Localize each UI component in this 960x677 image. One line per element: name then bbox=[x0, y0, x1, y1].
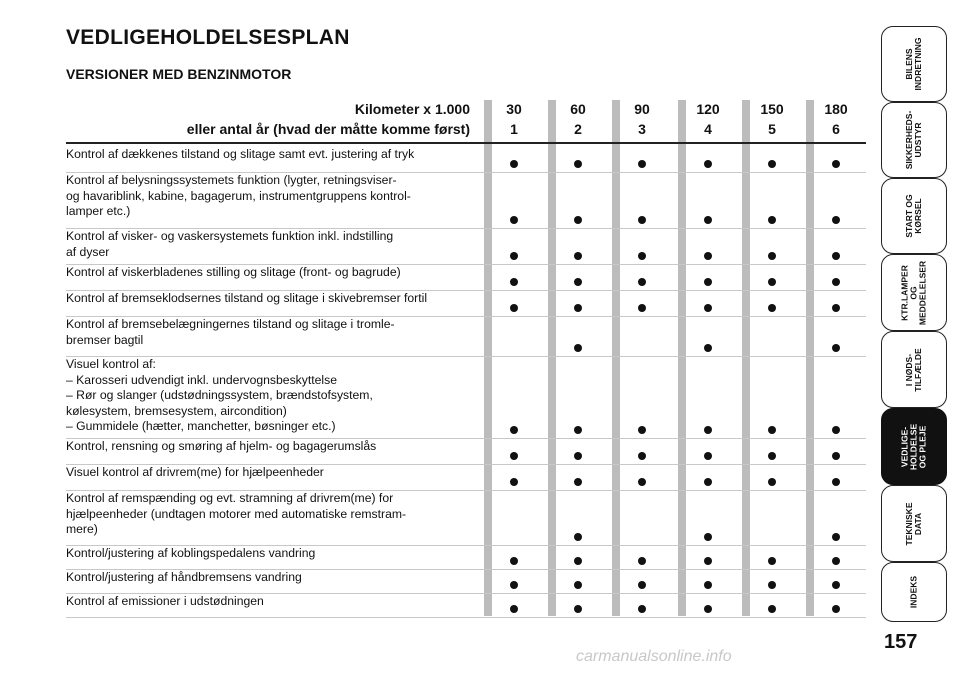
service-dot bbox=[510, 216, 518, 224]
chapter-tab-label: SIKKERHEDS- UDSTYR bbox=[904, 110, 923, 170]
service-dot bbox=[768, 252, 776, 260]
service-dot bbox=[574, 605, 582, 613]
service-dot bbox=[704, 557, 712, 565]
service-dot bbox=[638, 160, 646, 168]
service-dot bbox=[638, 557, 646, 565]
row-description: Kontrol af belysningssystemets funktion (lygter, retningsviser- og havariblink, kabine, bagagerum, instrumentgruppens kontrol- lamper etc.) bbox=[66, 173, 411, 218]
page-subtitle: VERSIONER MED BENZINMOTOR bbox=[66, 66, 292, 82]
table-row bbox=[66, 317, 866, 357]
year-interval: 1 bbox=[510, 121, 518, 137]
service-dot bbox=[704, 344, 712, 352]
service-dot bbox=[510, 252, 518, 260]
row-description: Kontrol/justering af håndbremsens vandring bbox=[66, 570, 302, 584]
years-header-label: eller antal år (hvad der måtte komme først) bbox=[186, 121, 470, 137]
row-description: Kontrol/justering af koblingspedalens vandring bbox=[66, 546, 316, 560]
chapter-tab[interactable] bbox=[881, 102, 947, 178]
chapter-tab[interactable] bbox=[881, 485, 947, 562]
table-row bbox=[66, 291, 866, 317]
service-dot bbox=[704, 426, 712, 434]
service-dot bbox=[768, 557, 776, 565]
km-interval: 60 bbox=[570, 101, 586, 117]
chapter-tab-label: START OG KØRSEL bbox=[904, 194, 923, 238]
service-dot bbox=[510, 426, 518, 434]
chapter-tab-label: BILENS INDRETNING bbox=[904, 37, 923, 91]
service-dot bbox=[768, 581, 776, 589]
service-dot bbox=[510, 278, 518, 286]
service-dot bbox=[832, 452, 840, 460]
service-dot bbox=[574, 278, 582, 286]
chapter-tab[interactable] bbox=[881, 178, 947, 254]
service-dot bbox=[510, 557, 518, 565]
service-dot bbox=[704, 304, 712, 312]
table-row bbox=[66, 265, 866, 291]
km-interval: 30 bbox=[506, 101, 522, 117]
table-row bbox=[66, 173, 866, 229]
service-dot bbox=[704, 478, 712, 486]
service-dot bbox=[638, 478, 646, 486]
service-dot bbox=[832, 160, 840, 168]
service-dot bbox=[638, 605, 646, 613]
service-dot bbox=[768, 452, 776, 460]
service-dot bbox=[638, 216, 646, 224]
row-description: Kontrol af emissioner i udstødningen bbox=[66, 594, 264, 608]
km-interval: 180 bbox=[824, 101, 848, 117]
service-dot bbox=[638, 426, 646, 434]
service-dot bbox=[574, 216, 582, 224]
chapter-tab-label: I NØDS- TILFÆLDE bbox=[904, 347, 923, 392]
table-row bbox=[66, 594, 866, 618]
table-row bbox=[66, 357, 866, 439]
chapter-tab[interactable] bbox=[881, 331, 947, 408]
service-dot bbox=[510, 581, 518, 589]
chapter-tab[interactable] bbox=[881, 26, 947, 102]
service-dot bbox=[768, 478, 776, 486]
service-dot bbox=[704, 533, 712, 541]
service-dot bbox=[574, 160, 582, 168]
service-dot bbox=[574, 344, 582, 352]
service-dot bbox=[574, 452, 582, 460]
service-dot bbox=[510, 452, 518, 460]
service-dot bbox=[638, 452, 646, 460]
table-row bbox=[66, 546, 866, 570]
chapter-tab-label: TEKNISKE DATA bbox=[904, 502, 923, 545]
chapter-tab[interactable] bbox=[881, 408, 947, 485]
table-row bbox=[66, 465, 866, 491]
chapter-tab-label: INDEKS bbox=[908, 575, 919, 609]
service-dot bbox=[574, 426, 582, 434]
chapter-tab[interactable] bbox=[881, 254, 947, 331]
service-dot bbox=[768, 160, 776, 168]
service-dot bbox=[510, 605, 518, 613]
service-dot bbox=[704, 581, 712, 589]
row-description: Kontrol af visker- og vaskersystemets funktion inkl. indstilling af dyser bbox=[66, 229, 394, 259]
page-title: VEDLIGEHOLDELSESPLAN bbox=[66, 26, 350, 49]
row-description: Kontrol, rensning og smøring af hjelm- og bagagerumslås bbox=[66, 439, 377, 453]
service-dot bbox=[832, 344, 840, 352]
service-dot bbox=[574, 304, 582, 312]
service-dot bbox=[832, 278, 840, 286]
table-row bbox=[66, 229, 866, 265]
service-dot bbox=[638, 278, 646, 286]
year-interval: 5 bbox=[768, 121, 776, 137]
chapter-tab-label: VEDLIGE- HOLDELSE OG PLEJE bbox=[899, 423, 928, 470]
service-dot bbox=[832, 557, 840, 565]
chapter-tab[interactable] bbox=[881, 562, 947, 622]
service-dot bbox=[704, 278, 712, 286]
year-interval: 3 bbox=[638, 121, 646, 137]
header-divider bbox=[66, 142, 866, 144]
row-description: Kontrol af viskerbladenes stilling og slitage (front- og bagrude) bbox=[66, 265, 401, 279]
service-dot bbox=[510, 160, 518, 168]
service-dot bbox=[510, 478, 518, 486]
table-row bbox=[66, 439, 866, 465]
year-interval: 4 bbox=[704, 121, 712, 137]
service-dot bbox=[638, 581, 646, 589]
service-dot bbox=[704, 605, 712, 613]
table-row bbox=[66, 491, 866, 546]
service-dot bbox=[704, 252, 712, 260]
service-dot bbox=[768, 278, 776, 286]
service-dot bbox=[638, 252, 646, 260]
table-row bbox=[66, 147, 866, 173]
km-interval: 90 bbox=[634, 101, 650, 117]
km-interval: 150 bbox=[760, 101, 784, 117]
service-dot bbox=[768, 304, 776, 312]
service-dot bbox=[574, 252, 582, 260]
watermark-text: carmanualsonline.info bbox=[576, 648, 732, 665]
km-interval: 120 bbox=[696, 101, 720, 117]
service-dot bbox=[832, 216, 840, 224]
service-dot bbox=[832, 252, 840, 260]
service-dot bbox=[768, 605, 776, 613]
service-dot bbox=[704, 452, 712, 460]
service-dot bbox=[768, 216, 776, 224]
service-dot bbox=[704, 160, 712, 168]
km-header-label: Kilometer x 1.000 bbox=[354, 101, 470, 117]
row-description: Visuel kontrol af drivrem(me) for hjælpeenheder bbox=[66, 465, 324, 479]
service-dot bbox=[832, 605, 840, 613]
service-dot bbox=[768, 426, 776, 434]
service-dot bbox=[832, 581, 840, 589]
service-dot bbox=[574, 557, 582, 565]
row-description: Kontrol af bremseklodsernes tilstand og slitage i skivebremser fortil bbox=[66, 291, 428, 305]
chapter-tab-label: KTR.LAMPER OG MEDDELELSER bbox=[899, 260, 928, 325]
service-dot bbox=[638, 304, 646, 312]
service-dot bbox=[832, 478, 840, 486]
service-dot bbox=[574, 478, 582, 486]
table-row bbox=[66, 570, 866, 594]
row-description: Kontrol af remspænding og evt. stramning af drivrem(me) for hjælpeenheder (undtagen motorer med automatiske remstram- mere) bbox=[66, 491, 407, 536]
row-description: Kontrol af bremsebelægningernes tilstand og slitage i tromle- bremser bagtil bbox=[66, 317, 395, 347]
row-description: Visuel kontrol af: – Karosseri udvendigt inkl. undervognsbeskyttelse – Rør og slanger (udstødningssystem, brændstofsystem, kølesystem, bremsesystem, aircondition) – Gummidele (hætter, manchetter, bøsninger etc.) bbox=[66, 357, 373, 433]
page-number: 157 bbox=[884, 631, 918, 653]
row-description: Kontrol af dækkenes tilstand og slitage samt evt. justering af tryk bbox=[66, 147, 415, 161]
year-interval: 2 bbox=[574, 121, 582, 137]
service-dot bbox=[832, 426, 840, 434]
service-dot bbox=[704, 216, 712, 224]
service-dot bbox=[510, 304, 518, 312]
service-dot bbox=[574, 581, 582, 589]
service-dot bbox=[832, 533, 840, 541]
service-dot bbox=[832, 304, 840, 312]
service-dot bbox=[574, 533, 582, 541]
year-interval: 6 bbox=[832, 121, 840, 137]
